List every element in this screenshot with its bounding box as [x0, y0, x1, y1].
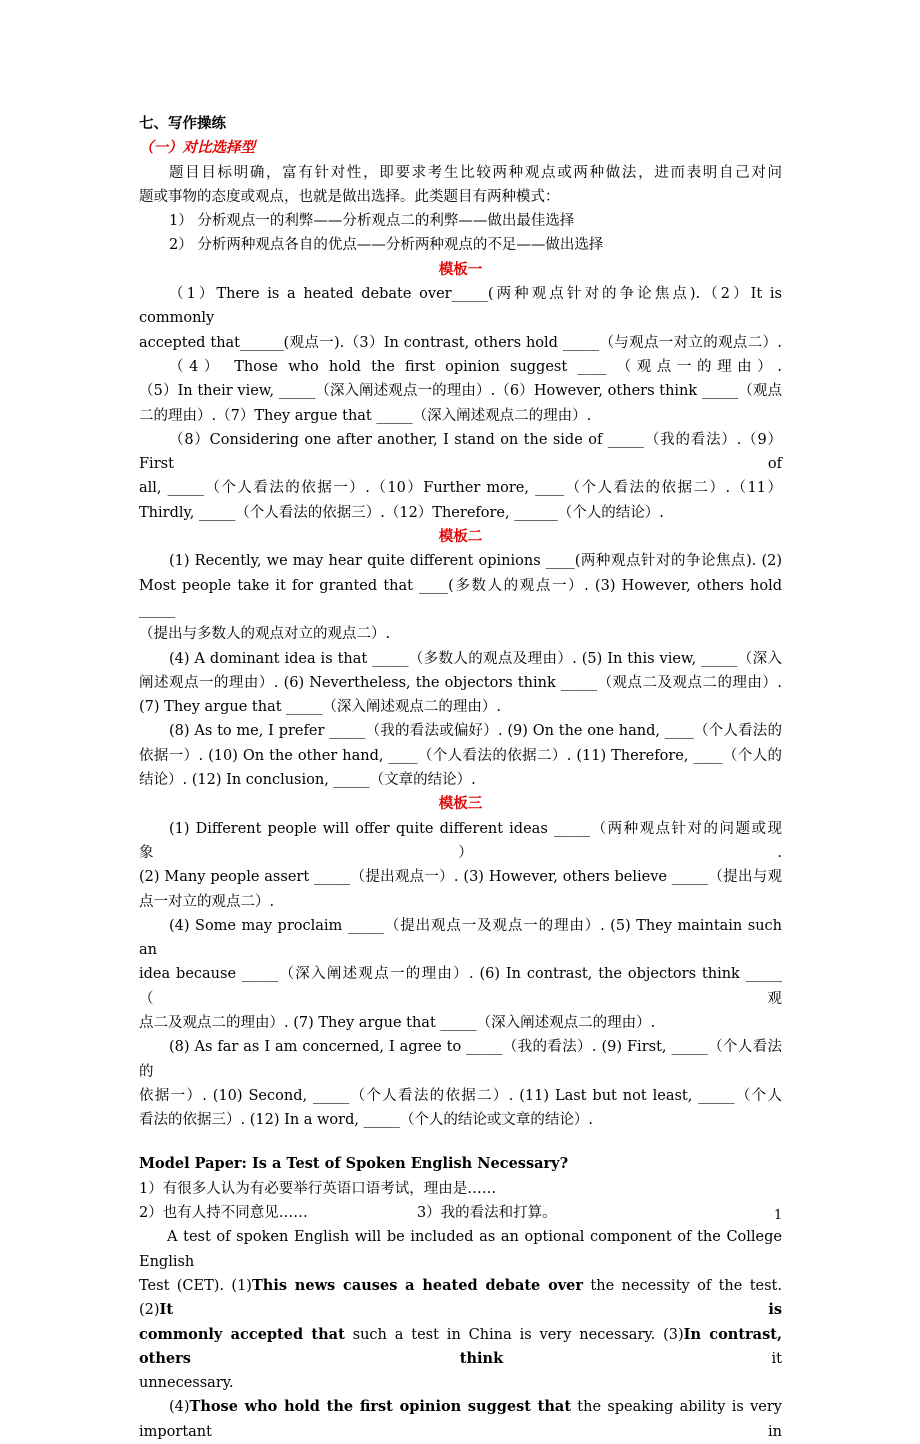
- template-line: 二的理由）.（7）They argue that _____（深入阐述观点二的理由）.: [139, 407, 592, 424]
- intro-paragraph: [139, 161, 782, 258]
- template-line: (1) Different people will offer quite different ideas _____（两种观点针对的问题或现象）.: [139, 820, 782, 861]
- template-line: (4) Some may proclaim _____（提出观点一及观点一的理由）. (5) They maintain such an: [139, 917, 782, 959]
- template-line: (4) A dominant idea is that _____（多数人的观点及理由）. (5) In this view, _____（深入: [169, 650, 782, 667]
- page-number: 1: [774, 1208, 783, 1223]
- template-line: Thirdly, _____（个人看法的依据三）.（12）Therefore, ______（个人的结论）.: [139, 504, 664, 521]
- model-paper-prompts-row: [139, 1201, 782, 1225]
- document-page: [139, 112, 782, 1444]
- template-line: 看法的依据三）. (12) In a word, _____（个人的结论或文章的结论）.: [139, 1112, 593, 1129]
- essay-text: the necessity of the test. (2): [139, 1277, 782, 1319]
- template-line: （5）In their view, _____（深入阐述观点一的理由）.（6）However, others think _____（观点: [139, 383, 782, 400]
- essay-text: (4): [169, 1399, 190, 1416]
- template-line: （4） Those who hold the first opinion suggest ____ （观点一的理由）.: [169, 358, 782, 375]
- essay-line: unnecessary.: [139, 1375, 234, 1392]
- essay-text: the speaking ability is very important in: [139, 1399, 783, 1440]
- template-line: 结论）. (12) In conclusion, _____（文章的结论）.: [139, 772, 476, 789]
- essay-phrase-bold: In contrast, others think: [139, 1325, 782, 1367]
- section-title: 七、写作操练: [139, 115, 226, 132]
- template-line: （1）There is a heated debate over_____(两种观点针对的争论焦点).（2）It is commonly: [139, 286, 782, 327]
- subsection-title: （一）对比选择型: [139, 139, 255, 157]
- template-line: Most people take it for granted that ____(多数人的观点一）. (3) However, others hold _____: [139, 577, 782, 618]
- template-line: idea because _____（深入阐述观点一的理由）. (6) In contrast, the objectors think _____（观: [139, 966, 782, 1007]
- essay-text: it: [503, 1350, 782, 1367]
- template-line: accepted that______(观点一).（3）In contrast, others hold _____（与观点一对立的观点二）.: [139, 334, 782, 351]
- template-line: (2) Many people assert _____（提出观点一）. (3) However, others believe _____（提出与观: [139, 869, 782, 886]
- template-line: 依据一）. (10) On the other hand, ____（个人看法的依据二）. (11) Therefore, ____（个人的: [139, 747, 782, 764]
- template-line: (8) As to me, I prefer _____（我的看法或偏好）. (9) On the one hand, ____（个人看法的: [169, 723, 782, 740]
- essay-phrase-bold: commonly accepted that: [139, 1325, 345, 1343]
- template-line: 依据一）. (10) Second, _____（个人看法的依据二）. (11) Last but not least, _____（个人: [139, 1087, 782, 1104]
- template-line: all, _____（个人看法的依据一）.（10）Further more, ____（个人看法的依据二）.（11）: [139, 480, 782, 497]
- model-paper-prompt: 2）也有人持不同意见……: [139, 1205, 308, 1222]
- essay-line: [139, 1395, 782, 1444]
- essay-phrase-bold: Those who hold the first opinion suggest that: [189, 1398, 572, 1416]
- essay-line: [139, 1323, 782, 1372]
- essay-text: Test (CET). (1): [139, 1277, 252, 1294]
- model-paper-title: Model Paper: Is a Test of Spoken English Necessary?: [139, 1155, 569, 1173]
- template-3-title: 模板三: [438, 795, 483, 813]
- essay-phrase-bold: This news causes a heated debate over: [251, 1276, 584, 1294]
- template-1-title: 模板一: [438, 260, 483, 278]
- intro-line: 2） 分析两种观点各自的优点——分析两种观点的不足——做出选择: [169, 237, 604, 254]
- template-line: 点一对立的观点二）.: [139, 893, 275, 910]
- model-paper-prompt: 3）我的看法和打算。: [416, 1205, 557, 1222]
- intro-line: 题目目标明确，富有针对性，即要求考生比较两种观点或两种做法，进而表明自己对问: [169, 164, 782, 181]
- template-line: (1) Recently, we may hear quite different opinions ____(两种观点针对的争论焦点). (2): [169, 553, 782, 570]
- essay-line: A test of spoken English will be included as an optional component of the College English: [139, 1229, 782, 1270]
- essay-line: [139, 1274, 782, 1323]
- template-line: （提出与多数人的观点对立的观点二）.: [139, 626, 391, 643]
- model-paper-prompt: 1）有很多人认为有必要举行英语口语考试，理由是……: [139, 1180, 497, 1197]
- template-2-title: 模板二: [438, 528, 483, 546]
- spacer: [139, 1132, 782, 1152]
- template-line: (7) They argue that _____（深入阐述观点二的理由）.: [139, 699, 502, 716]
- template-line: （8）Considering one after another, I stand on the side of _____（我的看法）.（9）First of: [139, 431, 782, 473]
- essay-text: such a test in China is very necessary. (3): [344, 1326, 684, 1343]
- essay-phrase-bold: It is: [159, 1301, 782, 1319]
- template-line: 阐述观点一的理由）. (6) Nevertheless, the objectors think _____（观点二及观点二的理由）.: [139, 674, 782, 691]
- template-line: (8) As far as I am concerned, I agree to _____（我的看法）. (9) First, _____（个人看法的: [139, 1039, 782, 1080]
- intro-line: 1） 分析观点一的利弊——分析观点二的利弊——做出最佳选择: [169, 213, 575, 230]
- template-line: 点二及观点二的理由）. (7) They argue that _____（深入阐述观点二的理由）.: [139, 1014, 656, 1031]
- intro-line: 题或事物的态度或观点，也就是做出选择。此类题目有两种模式：: [139, 188, 560, 205]
